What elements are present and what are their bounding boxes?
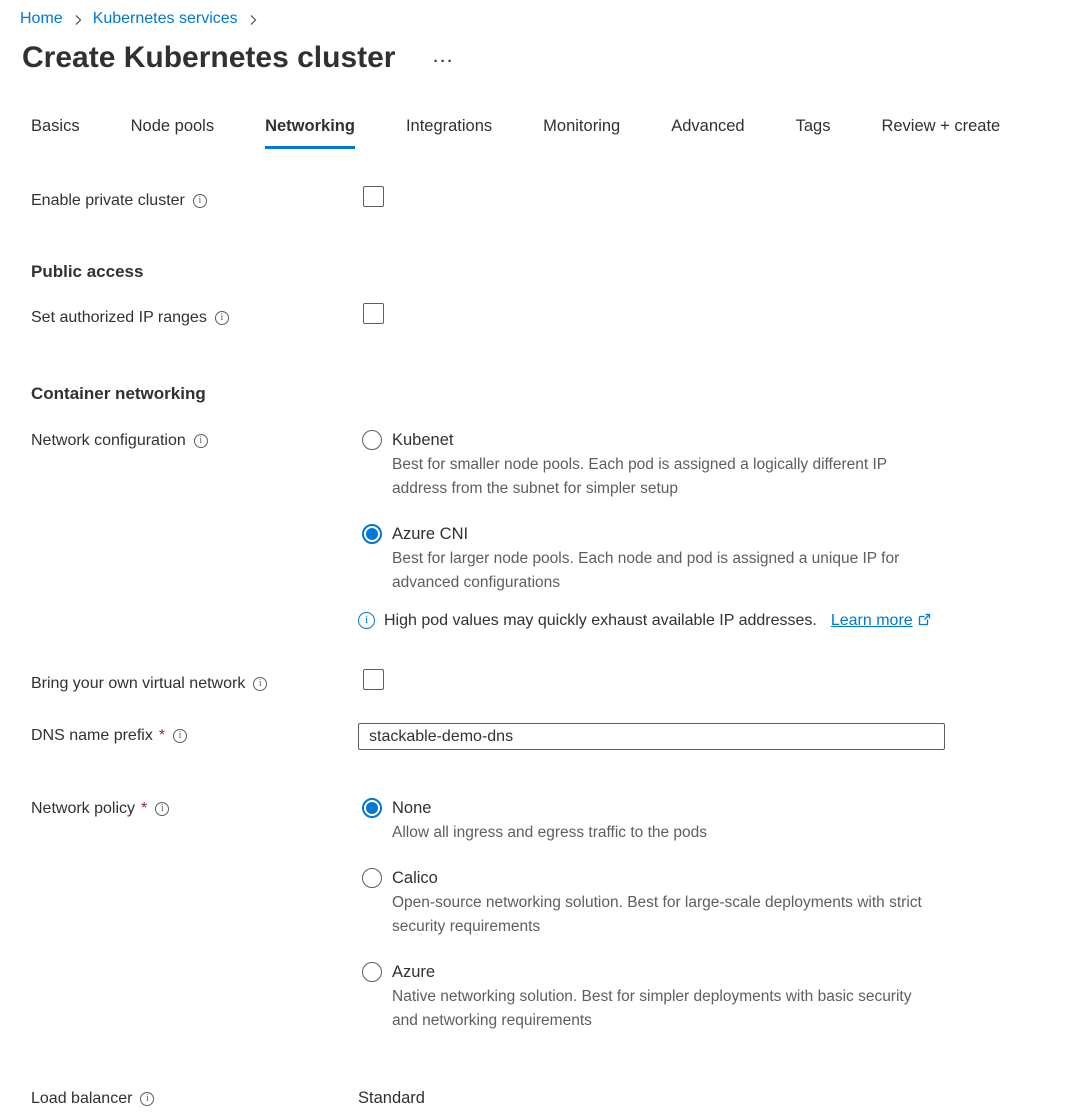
- enable-private-cluster-row: [31, 188, 1089, 213]
- radio-option-description: Allow all ingress and egress traffic to the pods: [392, 824, 708, 841]
- field-label-text: Network configuration: [31, 432, 186, 449]
- network-policy-row: [31, 796, 1089, 1033]
- radio-option-azure[interactable]: [358, 960, 1089, 1033]
- breadcrumb-link-kubernetes-services[interactable]: Kubernetes services: [92, 10, 238, 27]
- info-icon[interactable]: [253, 677, 267, 691]
- radio-option-name: Kubenet: [392, 431, 454, 449]
- load-balancer-label: [31, 1086, 358, 1111]
- info-icon[interactable]: [155, 802, 169, 816]
- field-label-text: Bring your own virtual network: [31, 675, 246, 692]
- bring-own-vnet-checkbox[interactable]: [363, 669, 384, 690]
- ellipsis-icon: [433, 53, 454, 70]
- radio-option-description: Best for smaller node pools. Each pod is assigned a logically different IP address from the subnet for simpler setup: [392, 456, 887, 497]
- networking-tab-content: [0, 188, 1089, 1111]
- section-heading-public-access: Public access: [31, 262, 144, 281]
- field-label-text: DNS name prefix: [31, 727, 153, 744]
- radio-kubenet[interactable]: [362, 430, 382, 450]
- radio-option-text: [392, 522, 940, 595]
- radio-option-description: Open-source networking solution. Best for large-scale deployments with strict security requirements: [392, 894, 922, 935]
- radio-option-name: Azure: [392, 963, 436, 981]
- tab-bar: [0, 117, 1089, 149]
- chevron-right-icon: [247, 14, 259, 26]
- load-balancer-row: [31, 1086, 1089, 1111]
- network-configuration-label: [31, 428, 358, 453]
- radio-option-description: Best for larger node pools. Each node and pod is assigned a unique IP for advanced configurations: [392, 550, 900, 591]
- info-icon[interactable]: [193, 194, 207, 208]
- chevron-right-icon: [72, 14, 84, 26]
- set-authorized-ip-ranges-checkbox[interactable]: [363, 303, 384, 324]
- radio-option-text: [392, 866, 940, 939]
- info-icon[interactable]: [140, 1092, 154, 1106]
- bring-own-vnet-row: [31, 671, 1089, 696]
- radio-azure-cni[interactable]: [362, 524, 382, 544]
- enable-private-cluster-checkbox[interactable]: [363, 186, 384, 207]
- radio-azure[interactable]: [362, 962, 382, 982]
- ip-exhaustion-info-banner: [358, 610, 1089, 633]
- dns-name-prefix-input[interactable]: [358, 723, 945, 750]
- radio-option-description: Native networking solution. Best for simpler deployments with basic security and networking requirements: [392, 988, 912, 1029]
- dns-name-prefix-row: [31, 723, 1089, 750]
- page-header: [0, 41, 1089, 75]
- external-link-icon: [918, 611, 931, 633]
- info-icon[interactable]: [215, 311, 229, 325]
- network-configuration-options: [358, 428, 1089, 633]
- tab-node-pools[interactable]: Node pools: [131, 117, 214, 149]
- radio-option-kubenet[interactable]: [358, 428, 1089, 501]
- radio-option-calico[interactable]: [358, 866, 1089, 939]
- network-configuration-row: [31, 428, 1089, 633]
- tab-integrations[interactable]: Integrations: [406, 117, 492, 149]
- radio-option-text: [392, 428, 940, 501]
- field-label-text: Set authorized IP ranges: [31, 309, 207, 326]
- radio-option-name: None: [392, 799, 432, 817]
- radio-option-text: [392, 960, 940, 1033]
- enable-private-cluster-label: [31, 188, 358, 213]
- more-menu-button[interactable]: [433, 57, 454, 67]
- required-asterisk: *: [141, 800, 148, 817]
- info-banner-text: High pod values may quickly exhaust available IP addresses.: [384, 612, 817, 629]
- section-heading-container-networking: Container networking: [31, 384, 206, 403]
- field-label-text: Network policy: [31, 800, 136, 817]
- info-icon[interactable]: [173, 729, 187, 743]
- required-asterisk: *: [158, 727, 166, 744]
- breadcrumb: [0, 0, 1089, 28]
- radio-option-name: Azure CNI: [392, 525, 469, 543]
- page-title: Create Kubernetes cluster: [22, 41, 396, 74]
- load-balancer-value: Standard: [358, 1089, 425, 1107]
- radio-none[interactable]: [362, 798, 382, 818]
- radio-calico[interactable]: [362, 868, 382, 888]
- tab-tags[interactable]: Tags: [796, 117, 831, 149]
- info-icon[interactable]: [194, 434, 208, 448]
- field-label-text: Load balancer: [31, 1090, 133, 1107]
- field-label-text: Enable private cluster: [31, 192, 185, 209]
- info-icon: [358, 612, 375, 629]
- set-authorized-ip-ranges-row: [31, 305, 1089, 330]
- tab-networking[interactable]: Networking: [265, 117, 355, 149]
- set-authorized-ip-ranges-label: [31, 305, 358, 330]
- tab-basics[interactable]: Basics: [31, 117, 80, 149]
- bring-own-vnet-label: [31, 671, 358, 696]
- info-banner-message: [384, 610, 931, 633]
- tab-monitoring[interactable]: Monitoring: [543, 117, 620, 149]
- dns-name-prefix-label: [31, 723, 358, 748]
- radio-option-name: Calico: [392, 869, 438, 887]
- radio-option-text: [392, 796, 707, 845]
- network-policy-options: [358, 796, 1089, 1033]
- breadcrumb-link-home[interactable]: Home: [20, 10, 63, 27]
- network-policy-label: [31, 796, 358, 821]
- learn-more-link[interactable]: Learn more: [830, 612, 913, 629]
- tab-review-create[interactable]: Review + create: [881, 117, 1000, 149]
- radio-option-none[interactable]: [358, 796, 1089, 845]
- tab-advanced[interactable]: Advanced: [671, 117, 744, 149]
- radio-option-azure-cni[interactable]: [358, 522, 1089, 595]
